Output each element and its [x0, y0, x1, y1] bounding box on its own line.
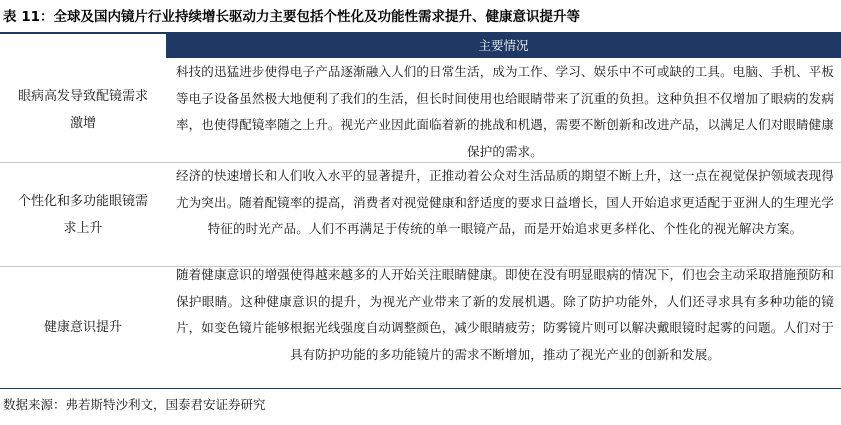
data-source-note: 数据来源：弗若斯特沙利文，国泰君安证券研究 — [3, 397, 266, 412]
table-title: 表 11：全球及国内镜片行业持续增长驱动力主要包括个性化及功能性需求提升、健康意识提升等 — [3, 9, 580, 25]
table-bottom-rule — [0, 388, 841, 389]
table-row — [0, 163, 841, 266]
row-label: 个性化和多功能眼镜需求上升 — [17, 193, 148, 236]
row-content: 随着健康意识的增强使得越来越多的人开始关注眼睛健康。即使在没有明显眼病的情况下，们也会主动采取措施预防和保护眼睛。这种健康意识的提升，为视光产业带来了新的发展机遇。除了防护功能外，人们还寻求具有多种功能的镜片，如变色镜片能够根据光线强度自动调整颜色，减少眼睛疲劳；防雾镜片则可以解决戴眼镜时起雾的问题。人们对于具有防护功能的多功能镜片的需求不断增加，推动了视光产业的创新和发展。 — [176, 267, 834, 362]
row-label: 健康意识提升 — [43, 320, 122, 335]
row-content: 经济的快速增长和人们收入水平的显著提升，正推动着公众对生活品质的期望不断上升，这一点在视觉保护领域表现得尤为突出。随着配镜率的提高，消费者对视觉健康和舒适度的要求日益增长，国人开始追求更适配于亚洲人的生理光学特征的时光产品。人们不再满足于传统的单一眼镜产品，而是开始追求更多样化、个性化的视光解决方案。 — [176, 168, 834, 236]
row-content: 科技的迅猛进步使得电子产品逐渐融入人们的日常生活，成为工作、学习、娱乐中不可或缺的工具。电脑、手机、平板等电子设备虽然极大地便利了我们的生活，但长时间使用也给眼睛带来了沉重的负担。这种负担不仅增加了眼病的发病率，也使得配镜率随之上升。视光产业因此面临着新的挑战和机遇，需要不断创新和改进产品，以满足人们对眼睛健康保护的需求。 — [176, 64, 834, 159]
row-label: 眼病高发导致配镜需求激增 — [17, 89, 148, 131]
table-row — [0, 267, 841, 388]
table-header-main-situation: 主要情况 — [166, 34, 841, 58]
table-row — [0, 58, 841, 162]
